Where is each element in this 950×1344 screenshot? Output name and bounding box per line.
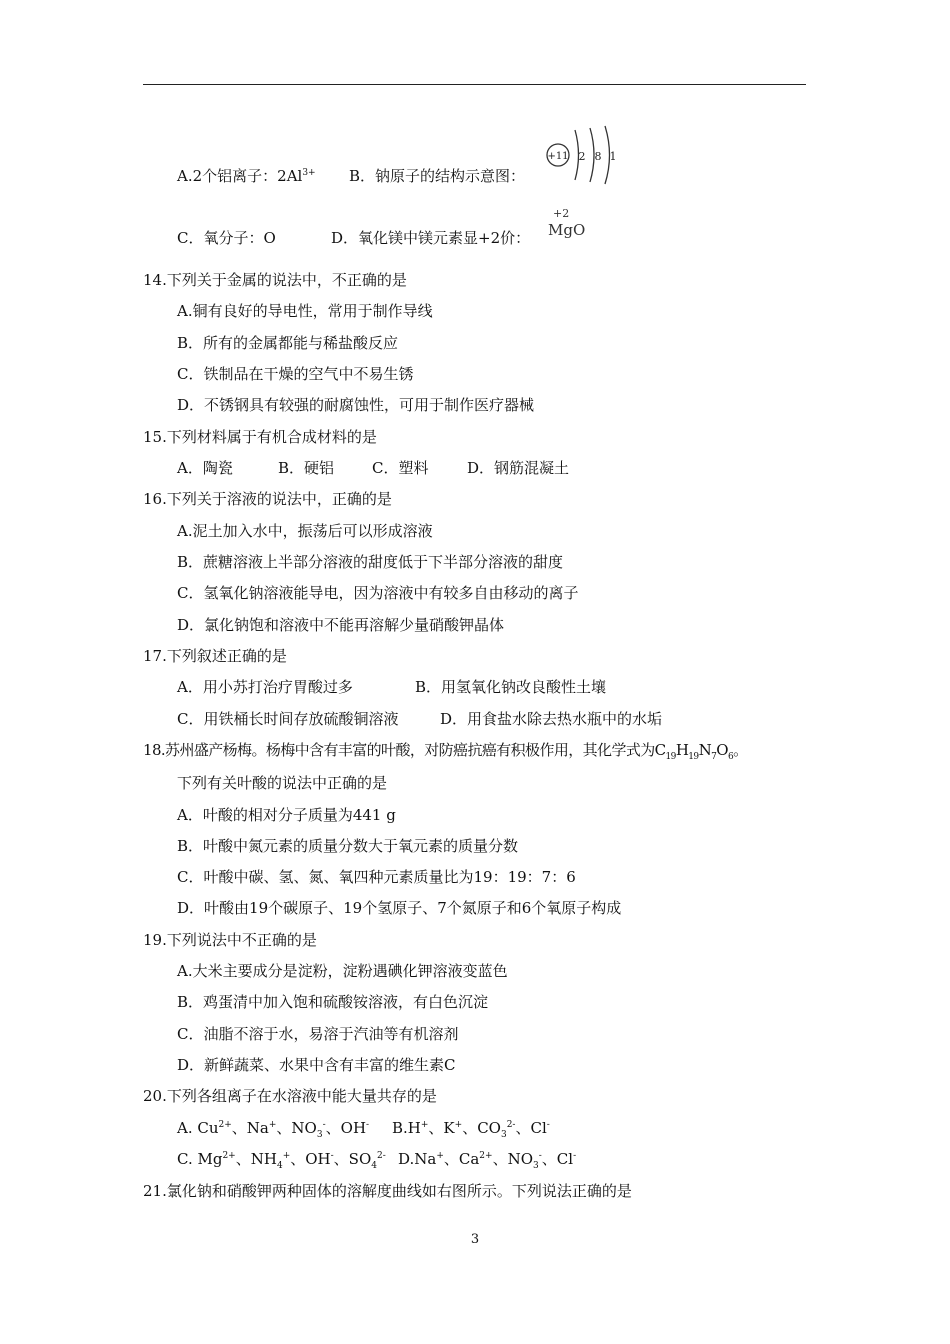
q15-option-d: D．钢筋混凝土 bbox=[467, 459, 570, 477]
q21-stem: 21.氯化钠和硝酸钾两种固体的溶解度曲线如右图所示。下列说法正确的是 bbox=[143, 1182, 632, 1200]
shell-3-electrons: 1 bbox=[609, 150, 617, 163]
q16-option-b: B．蔗糖溶液上半部分溶液的甜度低于下半部分溶液的甜度 bbox=[177, 553, 564, 571]
q14-option-c: C．铁制品在干燥的空气中不易生锈 bbox=[177, 365, 414, 383]
q16-option-a: A.泥土加入水中，振荡后可以形成溶液 bbox=[177, 522, 433, 540]
q17-option-c: C．用铁桶长时间存放硫酸铜溶液 bbox=[177, 710, 399, 728]
header-rule bbox=[143, 84, 806, 85]
q20-option-d: D.Na+、$Ca^{2+}$、$NO_3^-$、Cl- bbox=[398, 1150, 577, 1171]
q20-option-a: A. $Cu^{2+}$、Na+、$NO_3^-$、OH- bbox=[177, 1119, 370, 1140]
shell-2-electrons: 8 bbox=[594, 150, 602, 163]
mgo-valence: +2 bbox=[553, 207, 570, 220]
q18-stem: 18.苏州盛产杨梅。杨梅中含有丰富的叶酸，对防癌抗癌有积极作用，其化学式为$C_{19}H_{19}N_7O_6$。 bbox=[143, 741, 748, 762]
q17-option-b: B．用氢氧化钠改良酸性土壤 bbox=[415, 678, 607, 696]
q14-stem: 14.下列关于金属的说法中，不正确的是 bbox=[143, 271, 407, 289]
q15-option-c: C．塑料 bbox=[372, 459, 429, 477]
q14-option-b: B．所有的金属都能与稀盐酸反应 bbox=[177, 334, 399, 352]
q20-option-b: B.H+、K+、$CO_3^{2-}$、Cl- bbox=[392, 1119, 550, 1140]
q18-stem-continued: 下列有关叶酸的说法中正确的是 bbox=[177, 774, 388, 792]
shell-arc-2 bbox=[590, 128, 594, 182]
q18-option-b: B．叶酸中氮元素的质量分数大于氧元素的质量分数 bbox=[177, 837, 519, 855]
sodium-atom-diagram bbox=[544, 122, 620, 188]
q16-option-d: D．氯化钠饱和溶液中不能再溶解少量硝酸钾晶体 bbox=[177, 616, 505, 634]
q19-stem: 19.下列说法中不正确的是 bbox=[143, 931, 317, 949]
q20-option-c: C. $Mg^{2+}$、$NH_4^+$、OH-、$SO_4^{2-}$ bbox=[177, 1150, 386, 1171]
q19-option-a: A.大米主要成分是淀粉，淀粉遇碘化钾溶液变蓝色 bbox=[177, 962, 508, 980]
mgo-valence-formula bbox=[548, 207, 594, 243]
q17-option-d: D．用食盐水除去热水瓶中的水垢 bbox=[440, 710, 663, 728]
q16-stem: 16.下列关于溶液的说法中，正确的是 bbox=[143, 490, 392, 508]
nucleus-charge: +11 bbox=[547, 151, 569, 162]
q13-option-a: A.2个铝离子：$2Al^{3+}$ bbox=[177, 167, 316, 185]
q15-option-b: B．硬铝 bbox=[278, 459, 335, 477]
mgo-formula: MgO bbox=[548, 221, 586, 239]
page-number: 3 bbox=[470, 1232, 480, 1247]
q13-option-d: D．氧化镁中镁元素显+2价： bbox=[331, 229, 531, 247]
shell-1-electrons: 2 bbox=[578, 150, 586, 163]
q16-option-c: C．氢氧化钠溶液能导电，因为溶液中有较多自由移动的离子 bbox=[177, 584, 579, 602]
q14-option-a: A.铜有良好的导电性，常用于制作导线 bbox=[177, 302, 433, 320]
q17-stem: 17.下列叙述正确的是 bbox=[143, 647, 287, 665]
q15-option-a: A．陶瓷 bbox=[177, 459, 233, 477]
q17-option-a: A．用小苏打治疗胃酸过多 bbox=[177, 678, 353, 696]
q15-stem: 15.下列材料属于有机合成材料的是 bbox=[143, 428, 377, 446]
q19-option-d: D．新鲜蔬菜、水果中含有丰富的维生素C bbox=[177, 1056, 456, 1074]
q18-option-a: A．叶酸的相对分子质量为441 g bbox=[177, 806, 396, 824]
q19-option-b: B．鸡蛋清中加入饱和硫酸铵溶液，有白色沉淀 bbox=[177, 993, 489, 1011]
q13-option-c: C．氧分子：O bbox=[177, 229, 276, 247]
q18-option-d: D．叶酸由19个碳原子、19个氢原子、7个氮原子和6个氧原子构成 bbox=[177, 899, 622, 917]
q19-option-c: C．油脂不溶于水，易溶于汽油等有机溶剂 bbox=[177, 1025, 459, 1043]
q14-option-d: D．不锈钢具有较强的耐腐蚀性，可用于制作医疗器械 bbox=[177, 396, 535, 414]
q18-option-c: C．叶酸中碳、氢、氮、氧四种元素质量比为19：19：7：6 bbox=[177, 868, 576, 886]
q13-option-b: B．钠原子的结构示意图： bbox=[349, 167, 526, 185]
q20-stem: 20.下列各组离子在水溶液中能大量共存的是 bbox=[143, 1087, 437, 1105]
